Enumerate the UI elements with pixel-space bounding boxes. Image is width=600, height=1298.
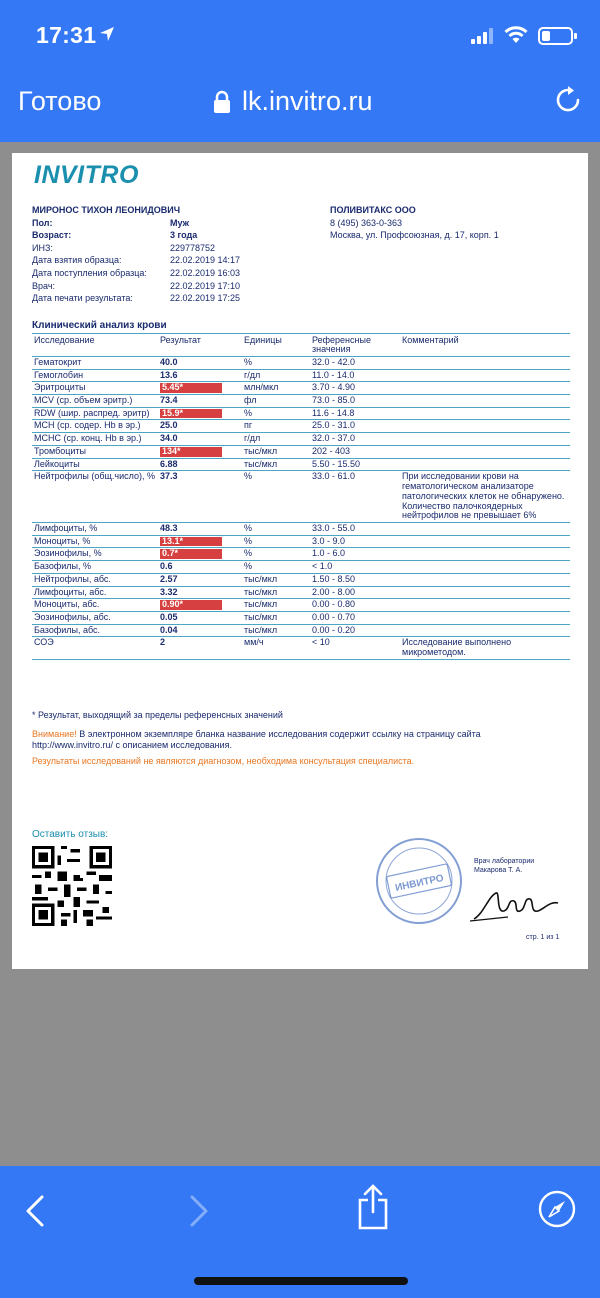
cell-reference: 0.00 - 0.80 [310, 599, 400, 612]
cell-comment [400, 573, 570, 586]
cell-result: 2 [158, 637, 242, 659]
wifi-icon [504, 26, 528, 44]
patient-values [170, 205, 240, 306]
field-value: 22.02.2019 17:25 [170, 293, 241, 304]
table-row [32, 599, 570, 612]
table-row [32, 433, 570, 446]
header-units: Единицы [242, 334, 310, 357]
cell-units: тыс/мкл [242, 573, 310, 586]
cell-reference: 0.00 - 0.70 [310, 611, 400, 624]
cell-result [158, 535, 242, 548]
attention-label: Внимание! [32, 729, 77, 739]
cell-test: Лейкоциты [32, 458, 158, 471]
flagged-result-badge: 134* [160, 447, 222, 457]
cell-test: Моноциты, % [32, 535, 158, 548]
cell-result [158, 382, 242, 395]
cell-reference: 25.0 - 31.0 [310, 420, 400, 433]
cell-units: % [242, 535, 310, 548]
invitro-logo: INVITRO [34, 161, 139, 189]
clinic-address: Москва, ул. Профсоюзная, д. 17, корп. 1 [330, 230, 499, 241]
cell-test: Эозинофилы, абс. [32, 611, 158, 624]
cell-reference: 3.0 - 9.0 [310, 535, 400, 548]
cell-units: тыс/мкл [242, 599, 310, 612]
cell-comment [400, 433, 570, 446]
cell-test: Лимфоциты, абс. [32, 586, 158, 599]
table-row [32, 586, 570, 599]
table-row [32, 548, 570, 561]
footnote: * Результат, выходящий за пределы референсных значений [32, 710, 283, 720]
cell-result: 2.57 [158, 573, 242, 586]
cell-test: Тромбоциты [32, 445, 158, 458]
cell-comment [400, 407, 570, 420]
status-time: 17:31 [36, 22, 97, 48]
attention-text: В электронном экземпляре бланка название исследования содержит ссылку на страницу сайта [79, 729, 481, 739]
cell-reference: 1.0 - 6.0 [310, 548, 400, 561]
cell-result: 25.0 [158, 420, 242, 433]
signature-icon [468, 883, 562, 927]
cell-reference: 202 - 403 [310, 445, 400, 458]
cell-reference: 3.70 - 4.90 [310, 382, 400, 395]
cell-comment [400, 445, 570, 458]
header-comment: Комментарий [400, 334, 570, 357]
cell-units: г/дл [242, 433, 310, 446]
field-value: 229778752 [170, 242, 216, 253]
cell-units: млн/мкл [242, 382, 310, 395]
forward-chevron-icon[interactable] [188, 1194, 210, 1228]
table-header [32, 334, 570, 357]
cell-test: Эозинофилы, % [32, 548, 158, 561]
table-row [32, 471, 570, 523]
table-row [32, 407, 570, 420]
patient-labels [32, 205, 180, 306]
cell-result: 0.6 [158, 561, 242, 574]
field-label: ИНЗ: [32, 242, 53, 253]
cell-result: 3.32 [158, 586, 242, 599]
cell-units: тыс/мкл [242, 611, 310, 624]
cell-test: Моноциты, абс. [32, 599, 158, 612]
cell-test: СОЭ [32, 637, 158, 659]
reload-icon[interactable] [552, 84, 584, 116]
home-indicator[interactable] [194, 1277, 408, 1285]
table-row [32, 356, 570, 369]
cell-units: % [242, 356, 310, 369]
cell-reference: 33.0 - 55.0 [310, 522, 400, 535]
cell-test: Базофилы, абс. [32, 624, 158, 637]
table-row [32, 395, 570, 408]
feedback-label: Оставить отзыв: [32, 829, 109, 840]
doctor-name: Макарова Т. А. [474, 867, 523, 875]
patient-name: МИРОНОС ТИХОН ЛЕОНИДОВИЧ [32, 205, 181, 215]
flagged-result-badge: 5.45* [160, 383, 222, 393]
table-row [32, 573, 570, 586]
address-bar[interactable] [212, 86, 373, 117]
attention-tail: с описанием исследования. [115, 740, 233, 751]
qr-code-icon[interactable] [32, 846, 112, 926]
cell-comment [400, 624, 570, 637]
cell-reference: 11.0 - 14.0 [310, 369, 400, 382]
header-reference: Референсные значения [310, 334, 400, 357]
location-arrow-icon [98, 25, 116, 43]
cell-test: Эритроциты [32, 382, 158, 395]
cell-test: Нейтрофилы, абс. [32, 573, 158, 586]
table-row [32, 535, 570, 548]
cell-comment [400, 548, 570, 561]
table-row [32, 445, 570, 458]
cell-comment [400, 599, 570, 612]
browser-top-bar [0, 0, 600, 142]
cell-comment [400, 395, 570, 408]
table-row [32, 637, 570, 659]
table-row [32, 561, 570, 574]
cell-reference: 5.50 - 15.50 [310, 458, 400, 471]
cell-comment [400, 420, 570, 433]
cell-comment [400, 356, 570, 369]
cell-result: 6.88 [158, 458, 242, 471]
field-label: Дата поступления образца: [32, 267, 147, 278]
cell-reference: < 1.0 [310, 561, 400, 574]
attention-note [32, 729, 552, 752]
cell-units: % [242, 522, 310, 535]
cell-units: пг [242, 420, 310, 433]
cell-result: 13.6 [158, 369, 242, 382]
table-row [32, 369, 570, 382]
field-label: Врач: [32, 280, 56, 291]
cell-test: Лимфоциты, % [32, 522, 158, 535]
cell-comment: Исследование выполнено микрометодом. [400, 637, 570, 659]
flagged-result-badge: 13.1* [160, 537, 222, 547]
table-row [32, 420, 570, 433]
cell-comment [400, 369, 570, 382]
cell-units: % [242, 548, 310, 561]
field-value: 3 года [170, 230, 198, 241]
cell-reference: < 10 [310, 637, 400, 659]
page-number: стр. 1 из 1 [526, 934, 560, 941]
share-icon[interactable] [356, 1184, 390, 1230]
url-text: lk.invitro.ru [242, 86, 373, 116]
field-label: Дата печати результата: [32, 293, 133, 304]
cell-reference: 32.0 - 42.0 [310, 356, 400, 369]
clinic-info [330, 205, 499, 243]
cell-comment [400, 561, 570, 574]
cell-units: % [242, 471, 310, 523]
cell-units: % [242, 407, 310, 420]
cell-result: 37.3 [158, 471, 242, 523]
cell-test: RDW (шир. распред. эритр) [32, 407, 158, 420]
cell-comment [400, 586, 570, 599]
cell-units: тыс/мкл [242, 586, 310, 599]
laboratory-stamp-icon [374, 836, 464, 926]
cell-result: 34.0 [158, 433, 242, 446]
cell-test: Базофилы, % [32, 561, 158, 574]
cell-reference: 1.50 - 8.50 [310, 573, 400, 586]
cell-units: тыс/мкл [242, 445, 310, 458]
table-row [32, 382, 570, 395]
doctor-signature-block [474, 857, 534, 875]
cell-comment [400, 522, 570, 535]
cell-comment: При исследовании крови на гематологическом анализаторе патологических клеток не обнаружено. Количество палочкоядерных нейтрофилов не превышает 6% [400, 471, 570, 523]
status-bar [0, 0, 600, 70]
cell-comment [400, 458, 570, 471]
section-title: Клинический анализ крови [32, 320, 167, 331]
cell-units: фл [242, 395, 310, 408]
cell-test: MCV (ср. объем эритр.) [32, 395, 158, 408]
cell-result [158, 407, 242, 420]
disclaimer: Результаты исследований не являются диагнозом, необходима консультация специалиста. [32, 756, 415, 766]
safari-compass-icon[interactable] [538, 1190, 576, 1228]
cell-units: г/дл [242, 369, 310, 382]
cell-result: 40.0 [158, 356, 242, 369]
cell-result [158, 445, 242, 458]
cell-comment [400, 535, 570, 548]
cell-test: MCHC (ср. конц. Hb в эр.) [32, 433, 158, 446]
cell-reference: 0.00 - 0.20 [310, 624, 400, 637]
cellular-signal-icon [471, 28, 495, 44]
cell-comment [400, 611, 570, 624]
clinic-phone: 8 (495) 363-0-363 [330, 217, 403, 228]
cell-test: MCH (ср. содер. Hb в эр.) [32, 420, 158, 433]
cell-reference: 33.0 - 61.0 [310, 471, 400, 523]
field-value: 22.02.2019 17:10 [170, 280, 241, 291]
flagged-result-badge: 15.9* [160, 409, 222, 419]
done-button[interactable]: Готово [18, 86, 102, 116]
results-table [32, 333, 570, 660]
field-label: Возраст: [32, 230, 72, 241]
header-result: Результат [158, 334, 242, 357]
field-value: Муж [170, 217, 189, 228]
cell-test: Гематокрит [32, 356, 158, 369]
battery-icon [538, 26, 578, 46]
cell-result: 73.4 [158, 395, 242, 408]
cell-reference: 73.0 - 85.0 [310, 395, 400, 408]
field-label: Пол: [32, 217, 53, 228]
table-row [32, 611, 570, 624]
cell-result: 0.04 [158, 624, 242, 637]
table-row [32, 522, 570, 535]
back-chevron-icon[interactable] [24, 1194, 46, 1228]
cell-reference: 11.6 - 14.8 [310, 407, 400, 420]
lock-icon [212, 90, 232, 114]
cell-reference: 2.00 - 8.00 [310, 586, 400, 599]
cell-units: тыс/мкл [242, 624, 310, 637]
flagged-result-badge: 0.7* [160, 549, 222, 559]
cell-result [158, 548, 242, 561]
cell-units: мм/ч [242, 637, 310, 659]
field-label: Дата взятия образца: [32, 255, 122, 266]
clinic-name: ПОЛИВИТАКС ООО [330, 205, 416, 215]
field-value: 22.02.2019 16:03 [170, 267, 241, 278]
cell-reference: 32.0 - 37.0 [310, 433, 400, 446]
cell-units: тыс/мкл [242, 458, 310, 471]
table-row [32, 458, 570, 471]
cell-units: % [242, 561, 310, 574]
field-value: 22.02.2019 14:17 [170, 255, 241, 266]
attention-link[interactable]: http://www.invitro.ru/ [32, 740, 114, 751]
cell-result: 48.3 [158, 522, 242, 535]
header-test: Исследование [32, 334, 158, 357]
cell-test: Гемоглобин [32, 369, 158, 382]
doctor-role: Врач лаборатории [474, 858, 535, 865]
lab-report-document [12, 153, 588, 969]
cell-comment [400, 382, 570, 395]
cell-test: Нейтрофилы (общ.число), % [32, 471, 158, 523]
stamp-text: ИНВИТРО [394, 872, 445, 894]
cell-result: 0.05 [158, 611, 242, 624]
cell-result [158, 599, 242, 612]
flagged-result-badge: 0.90* [160, 600, 222, 610]
table-row [32, 624, 570, 637]
